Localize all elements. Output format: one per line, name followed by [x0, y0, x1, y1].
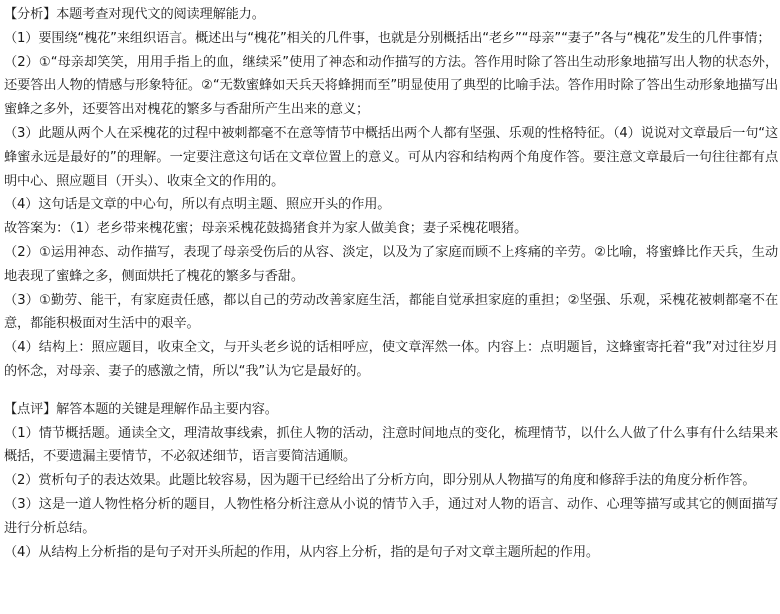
answer-1: 故答案为：（1）老乡带来槐花蜜；母亲采槐花鼓捣猪食并为家人做美食；妻子采槐花喂猪。 — [4, 221, 528, 237]
analysis-section — [4, 3, 778, 384]
comment-intro: 【点评】解答本题的关键是理解作品主要内容。 — [4, 401, 278, 417]
analysis-intro: 【分析】本题考查对现代文的阅读理解能力。 — [4, 7, 265, 22]
comment-section — [4, 398, 778, 565]
answer-document — [4, 3, 778, 564]
analysis-point-3: （3）此题从两个人在采槐花的过程中被刺都毫不在意等情节中概括出两个人都有坚强、乐观的性格特征。（4）说说对文章最后一句“这蜂蜜永远是最好的”的理解。一定要注意这句话在文章位置上的意义。可从内容和结构两个角度作答。要注意文章最后一句往往都有点明中心、照应题目（开头）、收束全文的作用的。 — [4, 125, 778, 189]
analysis-point-4: （4）这句话是文章的中心句，所以有点明主题、照应开头的作用。 — [4, 197, 391, 213]
answer-4: （4）结构上：照应题目，收束全文，与开头老乡说的话相呼应，使文章浑然一体。内容上：点明题旨，这蜂蜜寄托着“我”对过往岁月的怀念，对母亲、妻子的感激之情，所以“我”认为它是最好的。 — [4, 340, 778, 379]
answer-3: （3）①勤劳、能干，有家庭责任感，都以自己的劳动改善家庭生活，都能自觉承担家庭的重担；②坚强、乐观，采槐花被刺都毫不在意，都能积极面对生活中的艰辛。 — [4, 292, 778, 332]
analysis-point-2: （2）①“母亲却笑笑，用用手指上的血，继续采”使用了神态和动作描写的方法。答作用时除了答出生动形象地描写出人物的状态外，还要答出人物的情感与形象特征。②“无数蜜蜂如天兵天将蜂拥而至”明显使用了典型的比喻手法。答作用时除了答出生动形象地描写出蜜蜂之多外，还要答出对槐花的繁多与香甜所产生出来的意义； — [4, 54, 778, 118]
analysis-point-1: （1）要围绕“槐花”来组织语言。概述出与“槐花”相关的几件事，也就是分别概括出“老乡”“母亲”“妻子”各与“槐花”发生的几件事情； — [4, 30, 771, 46]
answer-2: （2）①运用神态、动作描写，表现了母亲受伤后的从容、淡定，以及为了家庭而顾不上疼痛的辛劳。②比喻，将蜜蜂比作天兵，生动地表现了蜜蜂之多，侧面烘托了槐花的繁多与香甜。 — [4, 244, 778, 284]
comment-point-2: （2）赏析句子的表达效果。此题比较容易，因为题干已经给出了分析方向，即分别从人物描写的角度和修辞手法的角度分析作答。 — [4, 473, 756, 489]
comment-point-1: （1）情节概括题。通读全文，理清故事线索，抓住人物的活动，注意时间地点的变化，梳理情节，以什么人做了什么事有什么结果来概括，不要遗漏主要情节，不必叙述细节，语言要简洁通顺。 — [4, 425, 778, 465]
comment-point-4: （4）从结构上分析指的是句子对开头所起的作用，从内容上分析，指的是句子对文章主题所起的作用。 — [4, 544, 599, 560]
comment-point-3: （3）这是一道人物性格分析的题目，人物性格分析注意从小说的情节入手，通过对人物的语言、动作、心理等描写或其它的侧面描写进行分析总结。 — [4, 496, 778, 536]
